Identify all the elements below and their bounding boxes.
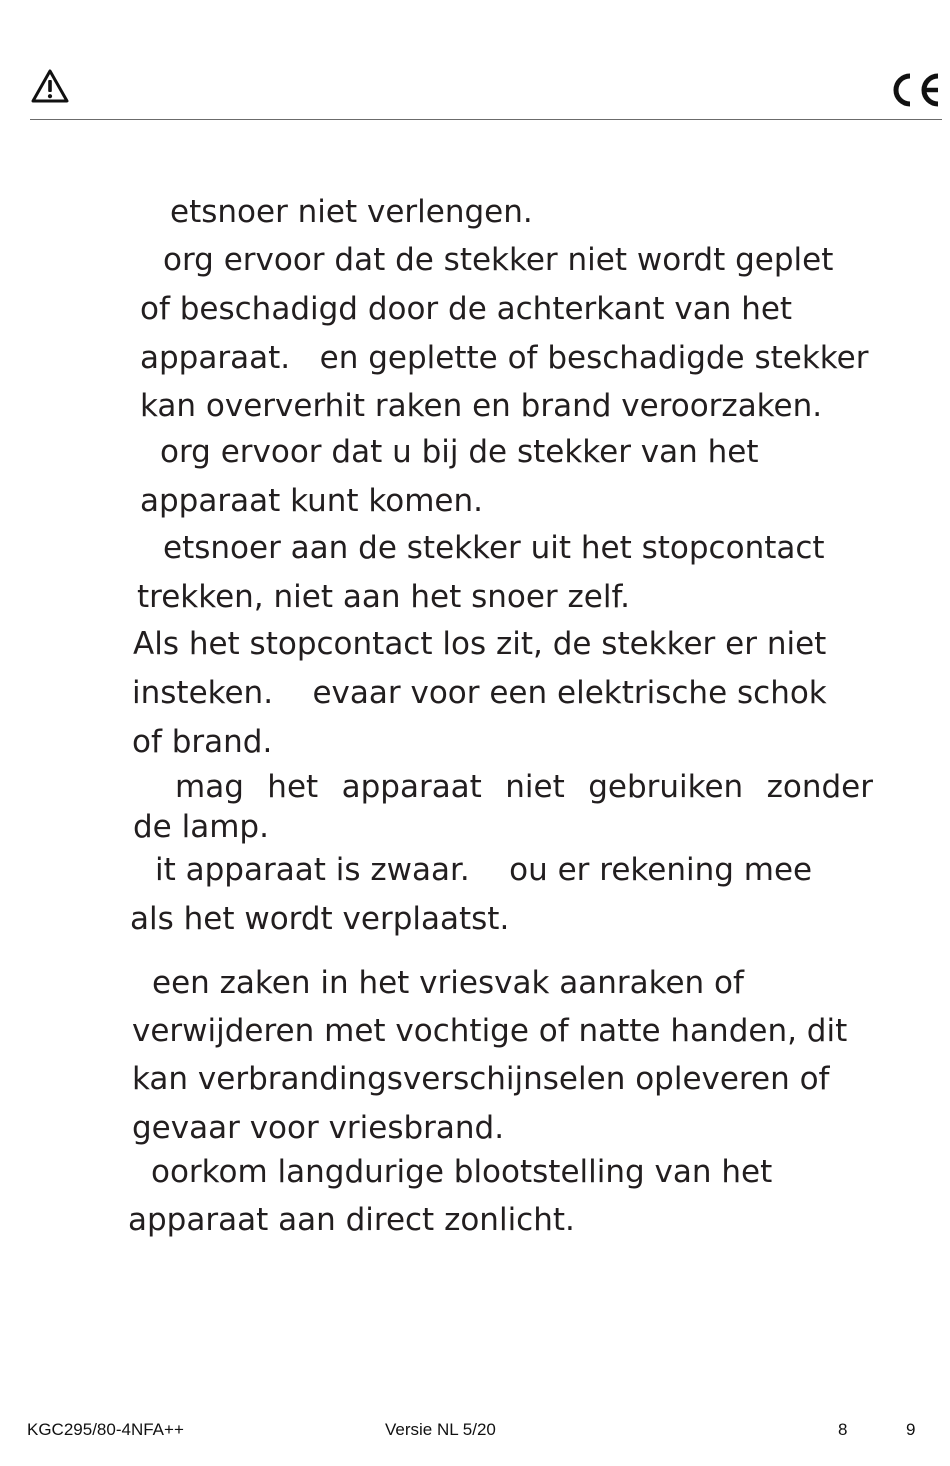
text-line: etsnoer niet verlengen. — [170, 194, 533, 230]
text-line: kan oververhit raken en brand veroorzaken. — [140, 388, 823, 424]
footer-model: KGC295/80-4NFA++ — [27, 1420, 184, 1439]
text-line: of beschadigd door de achterkant van het — [140, 291, 793, 327]
text-line: Als het stopcontact los zit, de stekker er niet — [133, 626, 827, 662]
word: apparaat — [341, 769, 482, 805]
warning-triangle-icon — [30, 68, 70, 104]
justified-line — [175, 769, 873, 805]
word: gebruiken — [588, 769, 744, 805]
text-line: de lamp. — [133, 809, 269, 845]
text-line: org ervoor dat de stekker niet wordt geplet — [163, 242, 834, 278]
word: mag — [175, 769, 244, 805]
ce-mark-icon — [888, 70, 944, 110]
word: het — [267, 769, 319, 805]
text-line: gevaar voor vriesbrand. — [132, 1110, 505, 1146]
text-line: insteken. evaar voor een elektrische schok — [132, 675, 827, 711]
footer-version: Versie NL 5/20 — [385, 1420, 496, 1439]
text-line: verwijderen met vochtige of natte handen, dit — [132, 1013, 848, 1049]
text-line: oorkom langdurige blootstelling van het — [151, 1154, 773, 1190]
text-line: etsnoer aan de stekker uit het stopcontact — [163, 530, 825, 566]
text-line: of brand. — [132, 724, 273, 760]
word: zonder — [766, 769, 873, 805]
header-divider — [30, 119, 942, 120]
text-line: org ervoor dat u bij de stekker van het — [160, 434, 759, 470]
footer-page-left: 8 — [838, 1420, 848, 1439]
text-line: apparaat kunt komen. — [140, 483, 483, 519]
text-line: apparaat. en geplette of beschadigde stekker — [140, 340, 869, 376]
text-line: kan verbrandingsverschijnselen opleveren of — [132, 1061, 830, 1097]
text-line: een zaken in het vriesvak aanraken of — [152, 965, 744, 1001]
text-line: it apparaat is zwaar. ou er rekening mee — [155, 852, 813, 888]
text-line: als het wordt verplaatst. — [130, 901, 510, 937]
text-line: apparaat aan direct zonlicht. — [128, 1202, 575, 1238]
word: niet — [505, 769, 565, 805]
footer-page-right: 9 — [906, 1420, 916, 1439]
text-line: trekken, niet aan het snoer zelf. — [137, 579, 630, 615]
